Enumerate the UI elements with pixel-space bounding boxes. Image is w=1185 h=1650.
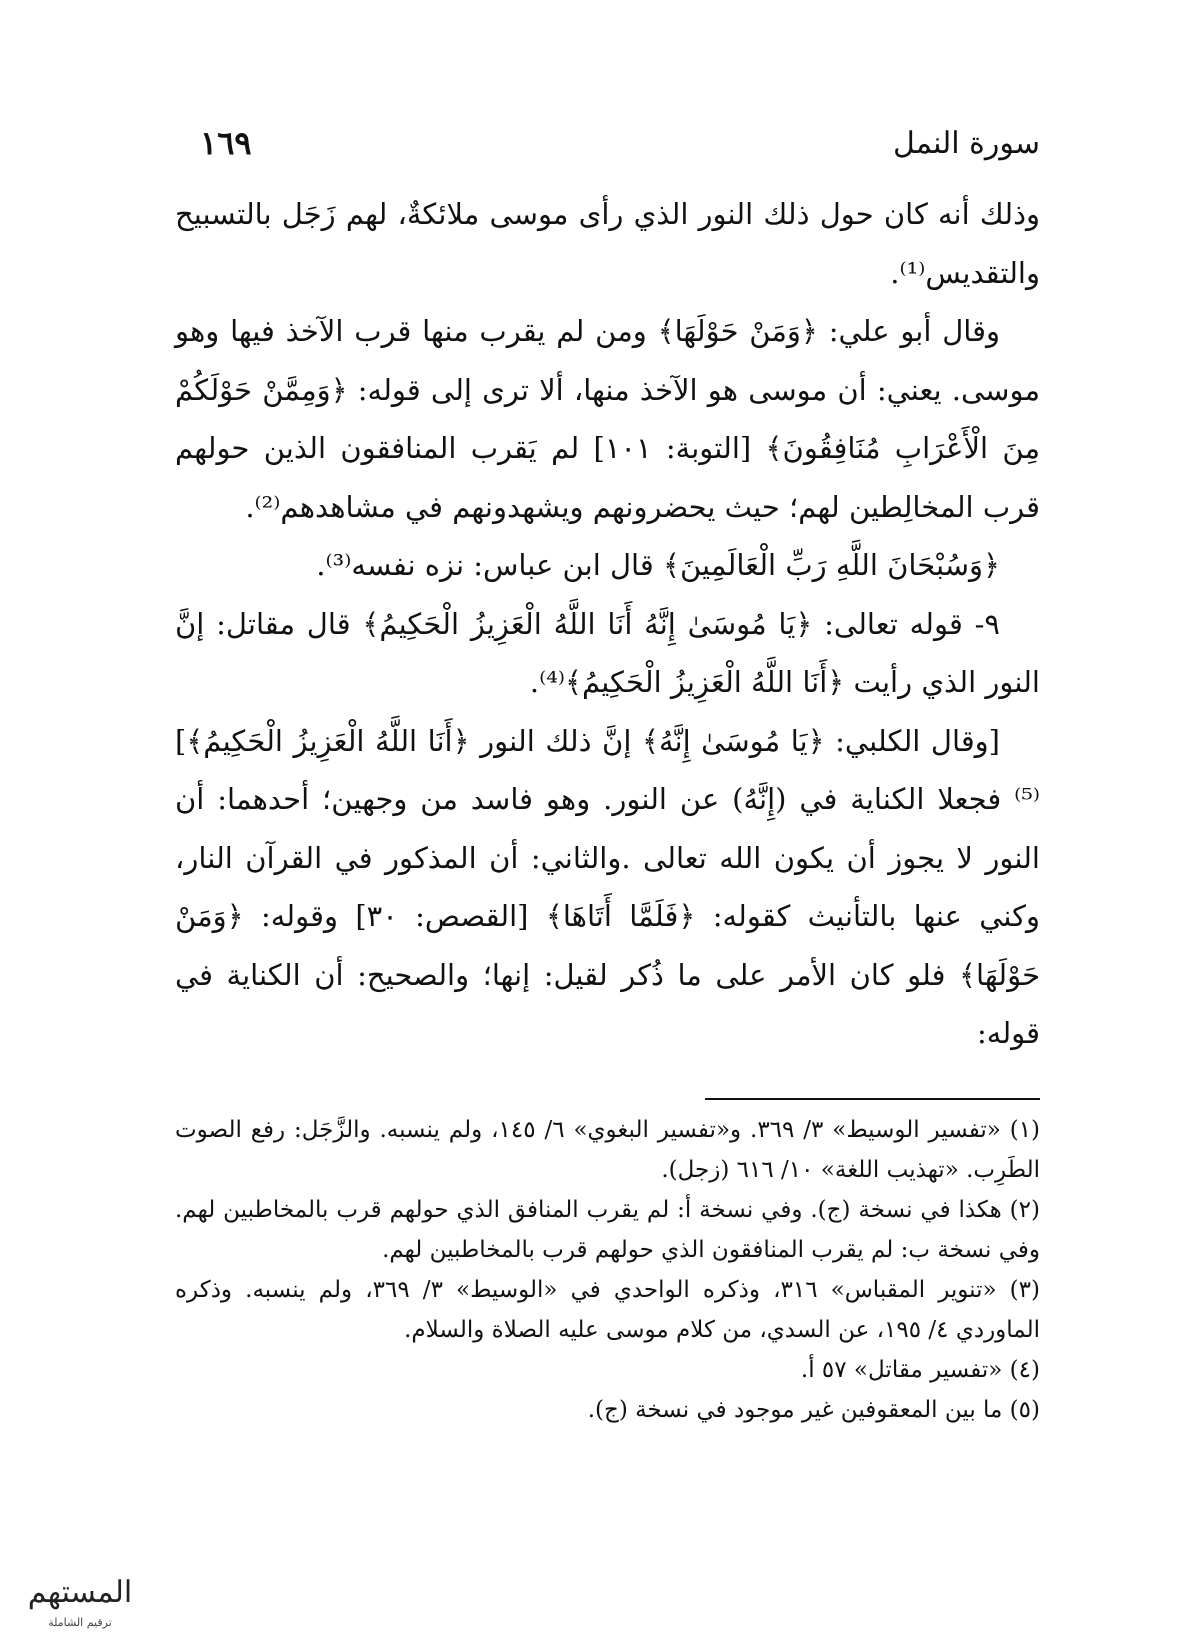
paragraph: وذلك أنه كان حول ذلك النور الذي رأى موسى ملائكةٌ، لهم زَجَل بالتسبيح والتقديس⁽¹⁾.	[175, 197, 1040, 290]
paragraph: ﴿وَسُبْحَانَ اللَّهِ رَبِّ الْعَالَمِينَ﴾ قال ابن عباس: نزه نفسه⁽³⁾.	[316, 548, 1000, 582]
footnote: (٤) «تفسير مقاتل» ٥٧ أ.	[800, 1357, 1040, 1383]
watermark-subtext: ترقيم الشاملة	[48, 1616, 112, 1629]
footnote: (١) «تفسير الوسيط» ٣/ ٣٦٩. و«تفسير البغوي» ٦/ ١٤٥، ولم ينسبه. والزَّجَل: رفع الصوت الطَرِب. «تهذيب اللغة» ١٠/ ٦١٦ (زجل).	[175, 1117, 1041, 1183]
footnote: (٥) ما بين المعقوفين غير موجود في نسخة (ج).	[587, 1397, 1040, 1423]
watermark-text: المستهم	[27, 1575, 133, 1610]
page-header	[200, 118, 1040, 168]
main-text	[175, 185, 1040, 1063]
paragraph: وقال أبو علي: ﴿وَمَنْ حَوْلَهَا﴾ ومن لم يقرب منها قرب الآخذ فيها وهو موسى. يعني: أن موسى هو الآخذ منها، ألا ترى إلى قوله: ﴿وَمِمَّنْ حَوْلَكُمْ مِنَ الْأَعْرَابِ مُنَافِقُونَ﴾ [التوبة: ١٠١] لم يَقرب المنافقون الذين حولهم قرب المخالِطين لهم؛ حيث يحضرونهم ويشهدونهم في مشاهدهم⁽²⁾.	[175, 314, 1040, 524]
footnote: (٣) «تنوير المقباس» ٣١٦، وذكره الواحدي في «الوسيط» ٣/ ٣٦٩، ولم ينسبه. وذكره الماوردي ٤/ ١٩٥، عن السدي، من كلام موسى عليه الصلاة والسلام.	[175, 1277, 1040, 1343]
footnote-divider	[705, 1098, 1040, 1100]
surah-title: سورة النمل	[893, 125, 1040, 161]
paragraph: ٩- قوله تعالى: ﴿يَا مُوسَىٰ إِنَّهُ أَنَا اللَّهُ الْعَزِيزُ الْحَكِيمُ﴾ قال مقاتل: إنَّ النور الذي رأيت ﴿أَنَا اللَّهُ الْعَزِيزُ الْحَكِيمُ﴾⁽⁴⁾.	[175, 606, 1040, 699]
page-number: ١٦٩	[200, 124, 252, 162]
paragraph: [وقال الكلبي: ﴿يَا مُوسَىٰ إِنَّهُ﴾ إنَّ ذلك النور ﴿أَنَا اللَّهُ الْعَزِيزُ الْحَكِيمُ﴾]⁽⁵⁾ فجعلا الكناية في (إِنَّهُ) عن النور. وهو فاسد من وجهين؛ أحدهما: أن النور لا يجوز أن يكون الله تعالى .والثاني: أن المذكور في القرآن النار، وكني عنها بالتأنيث كقوله: ﴿فَلَمَّا أَتَاهَا﴾ [القصص: ٣٠] وقوله: ﴿وَمَنْ حَوْلَهَا﴾ فلو كان الأمر على ما ذُكر لقيل: إنها؛ والصحيح: أن الكناية في قوله:	[175, 723, 1040, 1050]
watermark-logo	[20, 1560, 140, 1632]
footnote: (٢) هكذا في نسخة (ج). وفي نسخة أ: لم يقرب المنافق الذي حولهم قرب بالمخاطبين لهم. وفي نسخة ب: لم يقرب المنافقون الذي حولهم قرب بالمخاطبين لهم.	[175, 1197, 1040, 1263]
footnotes	[175, 1110, 1040, 1430]
